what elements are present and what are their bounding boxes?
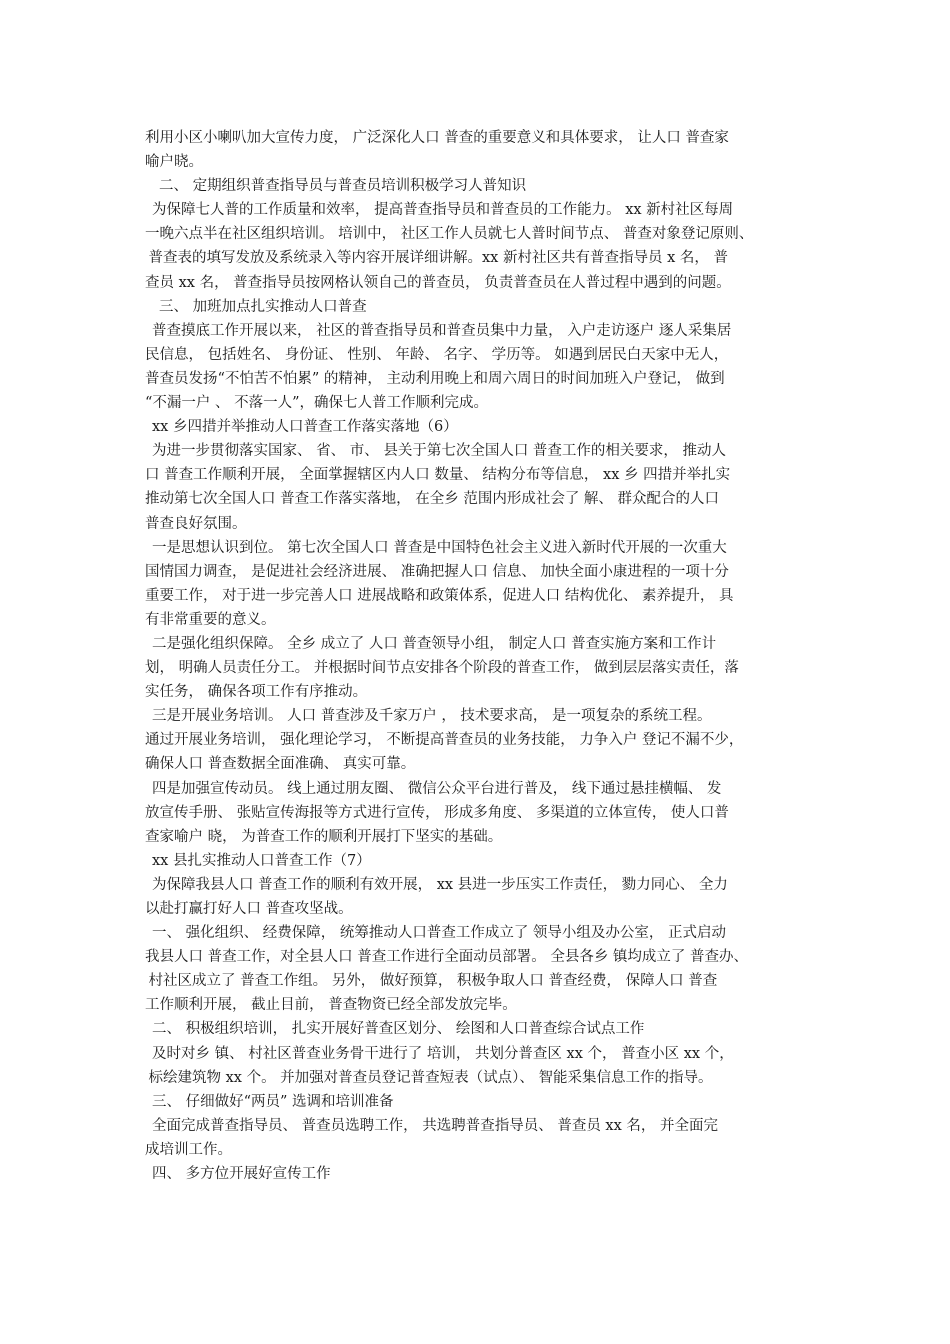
text-line: 查员 xx 名， 普查指导员按网格认领自己的普查员， 负责普查员在人普过程中遇到的问题。 (145, 274, 731, 291)
text-line: 村社区成立了 普查工作组。 另外， 做好预算， 积极争取人口 普查经费， 保障人口 普查 (148, 973, 718, 990)
text-line: 全面完成普查指导员、 普查员选聘工作， 共选聘普查指导员、 普查员 xx 名， 并全面完 (152, 1117, 719, 1134)
text-line: 四、 多方位开展好宣传工作 (152, 1166, 331, 1183)
text-line: 为进一步贯彻落实国家、 省、 市、 县关于第七次全国人口 普查工作的相关要求， 推动人 (152, 443, 727, 460)
text-line: 三、 仔细做好“两员” 选调和培训准备 (152, 1093, 394, 1110)
text-line: 以赴打赢打好人口 普查攻坚战。 (145, 901, 353, 917)
text-line: 为保障我县人口 普查工作的顺利有效开展， xx 县进一步压实工作责任， 勠力同心、 全力 (152, 876, 728, 893)
text-line: 一是思想认识到位。 第七次全国人口 普查是中国特色社会主义进入新时代开展的一次重大 (152, 539, 727, 556)
text-line: 一晚六点半在社区组织培训。 培训中， 社区工作人员就七人普时间节点、 普查对象登记原则、 (145, 226, 754, 243)
text-line: 重要工作， 对于进一步完善人口 进展战略和政策体系，促进人口 结构优化、 素养提升， 具 (145, 587, 734, 604)
text-line: 成培训工作。 (145, 1141, 232, 1158)
text-line: 普查良好氛围。 (145, 515, 247, 532)
document-body (145, 126, 810, 1186)
text-line: 民信息， 包括姓名、 身份证、 性别、 年龄、 名字、 学历等。 如遇到居民白天家中无人， (145, 346, 729, 363)
text-line: 放宣传手册、 张贴宣传海报等方式进行宣传， 形成多角度、 多渠道的立体宣传， 使人口普 (145, 804, 729, 821)
text-line: 为保障七人普的工作质量和效率， 提高普查指导员和普查员的工作能力。 xx 新村社区每周 (152, 202, 734, 219)
text-line: 确保人口 普查数据全面准确、 真实可靠。 (145, 756, 416, 773)
text-line: 利用小区小喇叭加大宣传力度， 广泛深化人口 普查的重要意义和具体要求， 让人口 普查家 (145, 130, 729, 146)
text-line: 一、 强化组织、 经费保障， 统筹推动人口普查工作成立了 领导小组及办公室， 正式启动 (152, 925, 727, 942)
text-line: 三、 加班加点扎实推动人口普查 (159, 298, 367, 315)
text-line: 二、 定期组织普查指导员与普查员培训积极学习人普知识 (159, 178, 527, 195)
text-line: xx 县扎实推动人口普查工作（7） (152, 852, 371, 869)
text-line: 喻户晓。 (145, 154, 203, 171)
text-line: 我县人口 普查工作，对全县人口 普查工作进行全面动员部署。 全县各乡 镇均成立了 普查办、 (145, 949, 749, 966)
text-line: 查家喻户 晓， 为普查工作的顺利开展打下坚实的基础。 (145, 828, 503, 845)
text-line: 推动第七次全国人口 普查工作落实落地， 在全乡 范围内形成社会了 解、 群众配合的人口 (145, 491, 720, 508)
text-line: 二是强化组织保障。 全乡 成立了 人口 普查领导小组， 制定人口 普查实施方案和工作计 (152, 635, 717, 652)
text-line: 普查表的填写发放及系统录入等内容开展详细讲解。xx 新村社区共有普查指导员 x 名， 普 (148, 250, 728, 267)
text-line: 二、 积极组织培训， 扎实开展好普查区划分、 绘图和人口普查综合试点工作 (152, 1021, 645, 1038)
text-line: 普查摸底工作开展以来， 社区的普查指导员和普查员集中力量， 入户走访逐户 逐人采集居 (152, 322, 732, 339)
text-line: 有非常重要的意义。 (145, 611, 276, 628)
text-line: 标绘建筑物 xx 个。 并加强对普查员登记普查短表（试点）、 智能采集信息工作的指导。 (148, 1069, 713, 1086)
text-line: 口 普查工作顺利开展， 全面掌握辖区内人口 数量、 结构分布等信息， xx 乡 四措并举扎实 (145, 467, 731, 484)
text-line: 普查员发扬“不怕苦不怕累” 的精神， 主动利用晚上和周六周日的时间加班入户登记， 做到 (145, 370, 725, 387)
text-line: 划， 明确人员责任分工。 并根据时间节点安排各个阶段的普查工作， 做到层层落实责任，落 (145, 660, 739, 677)
text-line: 及时对乡 镇、 村社区普查业务骨干进行了 培训， 共划分普查区 xx 个， 普查小区 xx 个， (152, 1045, 734, 1062)
text-line: 四是加强宣传动员。 线上通过朋友圈、 微信公众平台进行普及， 线下通过悬挂横幅、 发 (152, 780, 722, 797)
text-line: 实任务， 确保各项工作有序推动。 (145, 684, 368, 701)
text-line: 工作顺利开展， 截止目前， 普查物资已经全部发放完毕。 (145, 997, 517, 1014)
text-line: 通过开展业务培训， 强化理论学习， 不断提高普查员的业务技能， 力争入户 登记不漏不少， (145, 732, 744, 749)
text-line: 国情国力调查， 是促进社会经济进展、 准确把握人口 信息、 加快全面小康进程的一项十分 (145, 563, 729, 580)
text-line: “不漏一户 、 不落一人”，确保七人普工作顺利完成。 (145, 395, 489, 412)
text-line: xx 乡四措并举推动人口普查工作落实落地（6） (152, 419, 458, 436)
text-line: 三是开展业务培训。 人口 普查涉及千家万户 ， 技术要求高， 是一项复杂的系统工程。 (152, 708, 712, 725)
